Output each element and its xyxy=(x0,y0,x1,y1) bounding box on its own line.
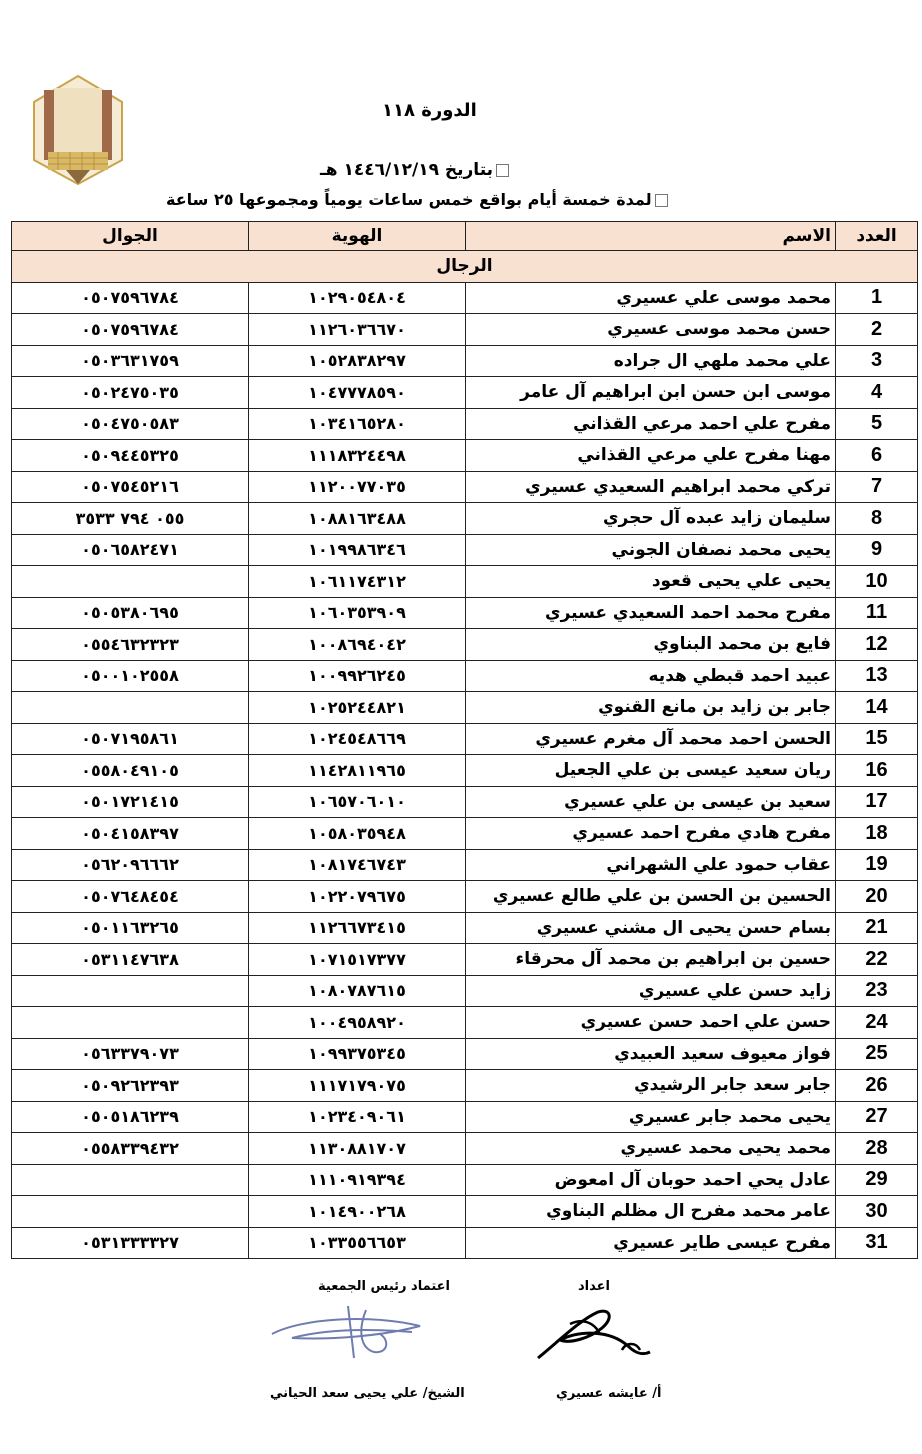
row-number: 2 xyxy=(836,314,918,346)
table-row xyxy=(12,755,918,787)
row-id: ١٠٨٨١٦٣٤٨٨ xyxy=(249,503,466,535)
course-date-text: بتاريخ ١٤٤٦/١٢/١٩ هـ xyxy=(320,160,494,180)
row-name: مهنا مفرح علي مرعي القذاني xyxy=(466,440,836,472)
row-id: ١١٢٦٠٣٦٦٧٠ xyxy=(249,314,466,346)
table-row xyxy=(12,944,918,976)
table-row xyxy=(12,314,918,346)
table-row xyxy=(12,1196,918,1228)
row-name: عقاب حمود علي الشهراني xyxy=(466,849,836,881)
table-row xyxy=(12,975,918,1007)
row-id: ١٠٣٣٥٥٦٦٥٣ xyxy=(249,1227,466,1259)
row-name: فايع بن محمد البناوي xyxy=(466,629,836,661)
approver-name: الشيخ/ علي يحيى سعد الحياني xyxy=(270,1386,465,1401)
column-header-num: العدد xyxy=(836,222,918,251)
row-number: 19 xyxy=(836,849,918,881)
row-name: الحسين بن الحسن بن علي طالع عسيري xyxy=(466,881,836,913)
table-row xyxy=(12,345,918,377)
row-id: ١٠٨٠٧٨٧٦١٥ xyxy=(249,975,466,1007)
row-id: ١١٢٠٠٧٧٠٣٥ xyxy=(249,471,466,503)
table-row xyxy=(12,1101,918,1133)
table-row xyxy=(12,1133,918,1165)
row-number: 27 xyxy=(836,1101,918,1133)
row-phone xyxy=(12,1164,249,1196)
row-number: 12 xyxy=(836,629,918,661)
table-row xyxy=(12,912,918,944)
row-name: جابر سعد جابر الرشيدي xyxy=(466,1070,836,1102)
table-row xyxy=(12,660,918,692)
row-id: ١٠١٩٩٨٦٣٤٦ xyxy=(249,534,466,566)
row-name: ريان سعيد عيسى بن علي الجعيل xyxy=(466,755,836,787)
row-phone: ٠٥٠١٧٢١٤١٥ xyxy=(12,786,249,818)
row-name: محمد موسى علي عسيري xyxy=(466,282,836,314)
row-id: ١١٣٠٨٨١٧٠٧ xyxy=(249,1133,466,1165)
row-phone xyxy=(12,692,249,724)
row-number: 17 xyxy=(836,786,918,818)
row-number: 7 xyxy=(836,471,918,503)
row-id: ١٠٤٧٧٧٨٥٩٠ xyxy=(249,377,466,409)
table-row xyxy=(12,1007,918,1039)
row-name: مفرح هادي مفرح احمد عسيري xyxy=(466,818,836,850)
row-number: 30 xyxy=(836,1196,918,1228)
row-id: ١٠٠٤٩٥٨٩٢٠ xyxy=(249,1007,466,1039)
row-number: 4 xyxy=(836,377,918,409)
row-id: ١٠٢٩٠٥٤٨٠٤ xyxy=(249,282,466,314)
row-number: 9 xyxy=(836,534,918,566)
row-id: ١٠٢٣٤٠٩٠٦١ xyxy=(249,1101,466,1133)
row-number: 11 xyxy=(836,597,918,629)
row-number: 28 xyxy=(836,1133,918,1165)
course-duration xyxy=(166,190,671,209)
row-name: حسين بن ابراهيم بن محمد آل محرقاء xyxy=(466,944,836,976)
row-id: ١١١٠٩١٩٣٩٤ xyxy=(249,1164,466,1196)
row-id: ١٠٠٩٩٢٦٢٤٥ xyxy=(249,660,466,692)
row-phone: ٠٥٠٠١٠٢٥٥٨ xyxy=(12,660,249,692)
row-phone: ٠٥٥٤٦٣٢٣٢٣ xyxy=(12,629,249,661)
row-phone xyxy=(12,1196,249,1228)
row-phone: ٠٥٥٨٣٣٩٤٣٢ xyxy=(12,1133,249,1165)
row-id: ١٠٦٠٣٥٣٩٠٩ xyxy=(249,597,466,629)
table-row xyxy=(12,818,918,850)
row-number: 13 xyxy=(836,660,918,692)
column-header-name: الاسم xyxy=(466,222,836,251)
row-number: 18 xyxy=(836,818,918,850)
row-id: ١١١٧١٧٩٠٧٥ xyxy=(249,1070,466,1102)
row-phone: ٠٥٠٧٥٤٥٢١٦ xyxy=(12,471,249,503)
row-number: 23 xyxy=(836,975,918,1007)
preparer-title: اعداد xyxy=(578,1279,610,1294)
row-number: 1 xyxy=(836,282,918,314)
table-row xyxy=(12,1070,918,1102)
row-phone: ٠٥٣١٣٣٣٣٢٧ xyxy=(12,1227,249,1259)
row-name: عامر محمد مفرح ال مظلم البناوي xyxy=(466,1196,836,1228)
row-number: 21 xyxy=(836,912,918,944)
row-id: ١٠٢٥٢٤٤٨٢١ xyxy=(249,692,466,724)
row-phone: ٠٥٠٩٤٤٥٣٢٥ xyxy=(12,440,249,472)
row-phone: ٠٥٠٢٤٧٥٠٣٥ xyxy=(12,377,249,409)
row-name: مفرح عيسى طاير عسيري xyxy=(466,1227,836,1259)
row-phone: ٠٥٠٤٧٥٠٥٨٣ xyxy=(12,408,249,440)
row-number: 14 xyxy=(836,692,918,724)
approver-signature xyxy=(262,1300,432,1366)
preparer-name: أ/ عايشه عسيري xyxy=(556,1386,662,1401)
row-name: عبيد احمد قبطي هديه xyxy=(466,660,836,692)
approval-title: اعتماد رئيس الجمعية xyxy=(318,1279,450,1294)
table-row xyxy=(12,534,918,566)
row-phone: ٠٥٠٧١٩٥٨٦١ xyxy=(12,723,249,755)
row-number: 16 xyxy=(836,755,918,787)
row-phone: ٠٥٦٢٠٩٦٦٦٢ xyxy=(12,849,249,881)
row-phone: ٠٥٠٣٦٣١٧٥٩ xyxy=(12,345,249,377)
row-name: موسى ابن حسن ابن ابراهيم آل عامر xyxy=(466,377,836,409)
row-name: يحيى علي يحيى قعود xyxy=(466,566,836,598)
row-number: 15 xyxy=(836,723,918,755)
row-id: ١٠٨١٧٤٦٧٤٣ xyxy=(249,849,466,881)
row-id: ١٠٦١١٧٤٣١٢ xyxy=(249,566,466,598)
row-id: ١٠٢٢٠٧٩٦٧٥ xyxy=(249,881,466,913)
row-number: 10 xyxy=(836,566,918,598)
row-name: جابر بن زايد بن مانع القنوي xyxy=(466,692,836,724)
table-row xyxy=(12,786,918,818)
row-name: مفرح علي احمد مرعي القذاني xyxy=(466,408,836,440)
table-row xyxy=(12,692,918,724)
row-number: 20 xyxy=(836,881,918,913)
row-id: ١٠٧١٥١٧٣٧٧ xyxy=(249,944,466,976)
row-number: 6 xyxy=(836,440,918,472)
row-phone: ٠٥٥٨٠٤٩١٠٥ xyxy=(12,755,249,787)
table-row xyxy=(12,629,918,661)
row-phone: ٠٥٠٧٥٩٦٧٨٤ xyxy=(12,314,249,346)
row-name: حسن علي احمد حسن عسيري xyxy=(466,1007,836,1039)
row-phone: ٠٥٣١١٤٧٦٣٨ xyxy=(12,944,249,976)
row-id: ١٠٦٥٧٠٦٠١٠ xyxy=(249,786,466,818)
row-id: ١٠٩٩٣٧٥٣٤٥ xyxy=(249,1038,466,1070)
table-row xyxy=(12,440,918,472)
table-row xyxy=(12,1227,918,1259)
course-duration-text: لمدة خمسة أيام بواقع خمس ساعات يومياً ومجموعها ٢٥ ساعة xyxy=(166,190,652,209)
row-id: ١١١٨٣٢٤٤٩٨ xyxy=(249,440,466,472)
table-row xyxy=(12,282,918,314)
row-name: مفرح محمد احمد السعيدي عسيري xyxy=(466,597,836,629)
preparer-signature xyxy=(530,1300,660,1370)
row-phone: ٠٥٠٧٦٤٨٤٥٤ xyxy=(12,881,249,913)
table-row xyxy=(12,408,918,440)
row-id: ١٠١٤٩٠٠٢٦٨ xyxy=(249,1196,466,1228)
row-phone: ٠٥٠١١٦٣٢٦٥ xyxy=(12,912,249,944)
row-id: ١١٤٢٨١١٩٦٥ xyxy=(249,755,466,787)
row-name: الحسن احمد محمد آل مغرم عسيري xyxy=(466,723,836,755)
row-id: ١١٢٦٦٧٣٤١٥ xyxy=(249,912,466,944)
row-phone xyxy=(12,1007,249,1039)
row-name: سليمان زايد عبده آل حجري xyxy=(466,503,836,535)
row-number: 25 xyxy=(836,1038,918,1070)
course-title: الدورة ١١٨ xyxy=(382,100,477,121)
row-number: 26 xyxy=(836,1070,918,1102)
row-name: عادل يحي احمد حوبان آل امعوض xyxy=(466,1164,836,1196)
section-label: الرجال xyxy=(12,251,918,283)
row-phone: ٠٥٠٩٢٦٢٣٩٣ xyxy=(12,1070,249,1102)
table-row xyxy=(12,503,918,535)
row-name: فواز معيوف سعيد العبيدي xyxy=(466,1038,836,1070)
table-header-row xyxy=(12,222,918,251)
row-number: 24 xyxy=(836,1007,918,1039)
row-name: زايد حسن علي عسيري xyxy=(466,975,836,1007)
row-number: 3 xyxy=(836,345,918,377)
table-row xyxy=(12,1038,918,1070)
row-phone: ٠٥٠٥١٨٦٢٣٩ xyxy=(12,1101,249,1133)
course-date xyxy=(320,160,512,180)
table-row xyxy=(12,1164,918,1196)
checkbox-glyph-icon xyxy=(655,194,668,207)
row-name: حسن محمد موسى عسيري xyxy=(466,314,836,346)
row-number: 5 xyxy=(836,408,918,440)
row-name: علي محمد ملهي ال جراده xyxy=(466,345,836,377)
row-name: بسام حسن يحيى ال مشني عسيري xyxy=(466,912,836,944)
roster-table xyxy=(11,221,918,1259)
row-name: يحيى محمد نصفان الجوني xyxy=(466,534,836,566)
table-row xyxy=(12,597,918,629)
row-number: 22 xyxy=(836,944,918,976)
row-phone xyxy=(12,566,249,598)
table-row xyxy=(12,723,918,755)
row-id: ١٠٥٢٨٣٨٢٩٧ xyxy=(249,345,466,377)
row-id: ١٠٣٤١٦٥٢٨٠ xyxy=(249,408,466,440)
row-name: يحيى محمد جابر عسيري xyxy=(466,1101,836,1133)
row-phone: ٠٥٠٥٣٨٠٦٩٥ xyxy=(12,597,249,629)
row-name: محمد يحيى محمد عسيري xyxy=(466,1133,836,1165)
column-header-id: الهوية xyxy=(249,222,466,251)
row-phone xyxy=(12,975,249,1007)
row-phone: ٠٥٠٦٥٨٢٤٧١ xyxy=(12,534,249,566)
table-row xyxy=(12,849,918,881)
row-phone: ٠٥٠٤١٥٨٣٩٧ xyxy=(12,818,249,850)
row-phone: ٠٥٠٧٥٩٦٧٨٤ xyxy=(12,282,249,314)
table-row xyxy=(12,566,918,598)
row-number: 31 xyxy=(836,1227,918,1259)
row-number: 29 xyxy=(836,1164,918,1196)
section-row xyxy=(12,251,918,283)
row-id: ١٠٠٨٦٩٤٠٤٢ xyxy=(249,629,466,661)
column-header-phone: الجوال xyxy=(12,222,249,251)
association-logo-icon xyxy=(26,72,130,188)
table-row xyxy=(12,471,918,503)
checkbox-glyph-icon xyxy=(496,164,509,177)
association-logo xyxy=(26,72,130,188)
row-phone: ٠٥٦٣٣٧٩٠٧٣ xyxy=(12,1038,249,1070)
row-id: ١٠٢٤٥٤٨٦٦٩ xyxy=(249,723,466,755)
row-number: 8 xyxy=(836,503,918,535)
row-id: ١٠٥٨٠٣٥٩٤٨ xyxy=(249,818,466,850)
row-name: سعيد بن عيسى بن علي عسيري xyxy=(466,786,836,818)
row-phone: ٠٥٥ ٧٩٤ ٣٥٣٣ xyxy=(12,503,249,535)
table-row xyxy=(12,377,918,409)
table-row xyxy=(12,881,918,913)
row-name: تركي محمد ابراهيم السعيدي عسيري xyxy=(466,471,836,503)
